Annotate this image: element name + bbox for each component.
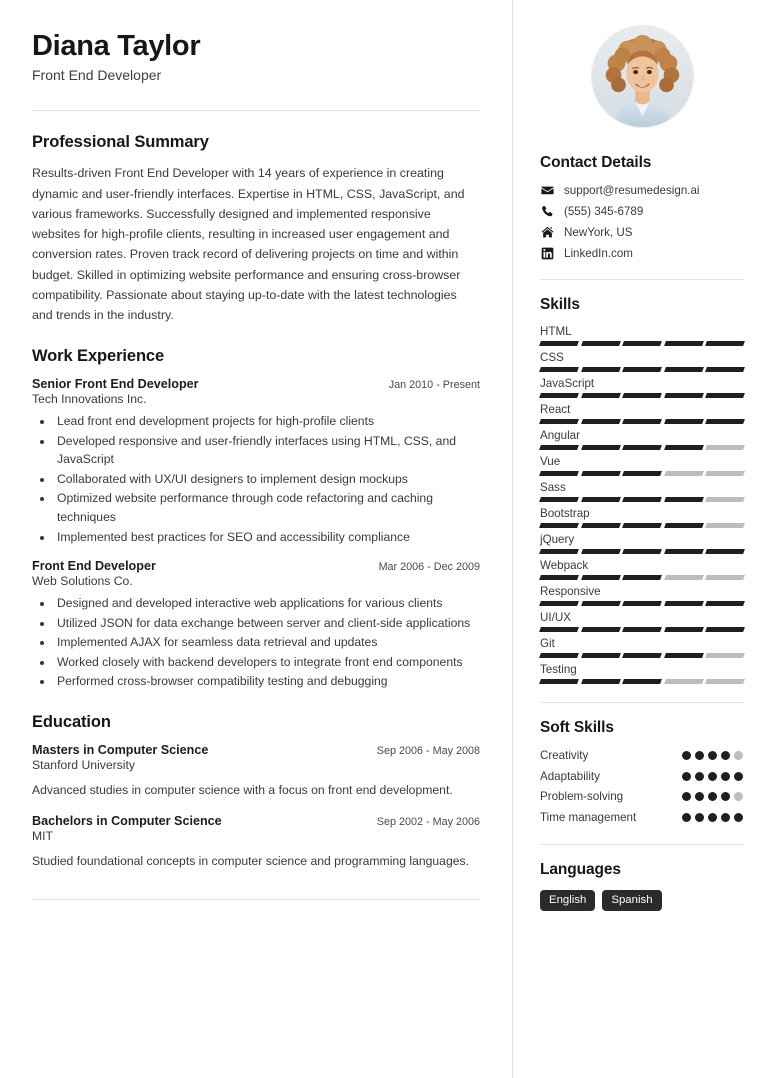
rating-dot [682,751,691,760]
contact-details-title: Contact Details [540,154,652,171]
skill-level-bar [540,341,744,346]
skill-item [540,377,744,398]
skill-bar-segment [664,393,703,398]
skill-bar-segment [622,419,661,424]
skill-bar-segment [581,549,620,554]
skill-label: Git [540,637,555,650]
skill-bar-segment [705,367,744,372]
soft-skill-rating-dots [682,748,744,760]
skill-level-bar [540,367,744,372]
candidate-job-title: Front End Developer [32,67,162,84]
sidebar-divider-3 [540,844,744,845]
work-entry-bullet: • Implemented AJAX for seamless data retrieval and updates [54,633,480,652]
work-entry-bullet: • Performed cross-browser compatibility testing and debugging [54,672,480,691]
skill-bar-segment [581,601,620,606]
skill-bar-segment [581,445,620,450]
rating-dot [721,751,730,760]
phone-icon [540,204,555,219]
contact-row[interactable] [540,183,744,198]
education-entry-date: Sep 2006 - May 2008 [376,744,480,757]
work-entry-bullet: • Implemented best practices for SEO and accessibility compliance [54,528,480,547]
skill-bar-segment [539,497,578,502]
work-entry-bullet-list [32,594,480,691]
linkedin-icon [540,246,555,261]
education-list [32,743,480,871]
work-entry-organization: Web Solutions Co. [32,574,133,589]
skill-bar-segment [581,393,620,398]
skill-bar-segment [622,601,661,606]
soft-skill-rating-dots [682,769,744,781]
rating-dot [695,813,704,822]
rating-dot [695,772,704,781]
skill-bar-segment [622,497,661,502]
skill-item [540,351,744,372]
skill-label: Testing [540,663,577,676]
skill-bar-segment [664,653,703,658]
skill-bar-segment [664,419,703,424]
soft-skills-list [540,748,744,826]
work-entry-bullet: • Optimized website performance through code refactoring and caching techniques [54,489,480,526]
skill-bar-segment [581,523,620,528]
contact-value: support@resumedesign.ai [564,184,700,197]
education-title: Education [32,712,111,731]
portrait-photo-icon [592,26,693,127]
work-entry-header [32,559,480,573]
skill-bar-segment [539,393,578,398]
work-entry-role: Senior Front End Developer [32,377,199,392]
education-entry-header [32,743,480,757]
work-entry-bullet: • Utilized JSON for data exchange between server and client-side applications [54,614,480,633]
work-experience-section [32,347,480,691]
skill-bar-segment [705,575,744,580]
skill-bar-segment [664,471,703,476]
skill-bar-segment [705,341,744,346]
work-entry-bullet: • Worked closely with backend developers to integrate front end components [54,653,480,672]
skill-bar-segment [705,679,744,684]
skill-bar-segment [664,549,703,554]
rating-dot [721,772,730,781]
skill-bar-segment [664,497,703,502]
skill-bar-segment [539,419,578,424]
skill-bar-segment [622,549,661,554]
skill-bar-segment [581,575,620,580]
work-entry-bullet: • Developed responsive and user-friendly interfaces using HTML, CSS, and JavaScript [54,432,480,469]
education-entry-degree: Bachelors in Computer Science [32,813,222,828]
soft-skills-section [540,719,744,826]
skill-label: HTML [540,325,572,338]
skill-bar-segment [664,575,703,580]
work-entry-organization: Tech Innovations Inc. [32,392,147,407]
professional-summary-title: Professional Summary [32,133,209,152]
professional-summary-text: Results-driven Front End Developer with 14 years of experience in creating dynamic and user-friendly interfaces. Expertise in HTML, CSS, JavaScript, and various frameworks. Successfully designed and implemented responsive websites for high-profile clients, resulting in increased user engagement and conversion rates. Proven track record of delivering projects on time and within budget. Skilled in optimizing website performance and ensuring cross-browser compatibility. Passionate about staying up-to-date with the latest technologies and trends in the industry. [32,166,465,322]
skill-level-bar [540,419,744,424]
skill-label: Webpack [540,559,589,572]
skill-bar-segment [539,445,578,450]
soft-skill-rating-dots [682,810,744,822]
skill-bar-segment [705,653,744,658]
skill-bar-segment [705,393,744,398]
work-entry-bullet: • Collaborated with UX/UI designers to implement design mockups [54,470,480,489]
soft-skill-label: Creativity [540,749,589,762]
skill-bar-segment [622,367,661,372]
rating-dot [734,772,743,781]
skill-bar-segment [539,367,578,372]
contact-value: LinkedIn.com [564,247,633,260]
work-entry-bullet: • Designed and developed interactive web applications for various clients [54,594,480,613]
sidebar-column [512,0,768,1078]
skill-level-bar [540,523,744,528]
skill-bar-segment [705,601,744,606]
skill-bar-segment [581,627,620,632]
skill-bar-segment [622,523,661,528]
skill-bar-segment [705,627,744,632]
skill-label: React [540,403,571,416]
education-section [32,713,480,871]
skill-bar-segment [664,445,703,450]
sidebar-divider-1 [540,279,744,280]
skill-bar-segment [539,679,578,684]
rating-dot [682,772,691,781]
skill-bar-segment [581,367,620,372]
skill-label: CSS [540,351,564,364]
education-entry-school: Stanford University [32,757,135,772]
skill-item [540,429,744,450]
skill-bar-segment [705,497,744,502]
contact-details-section [540,154,744,261]
skill-bar-segment [664,601,703,606]
languages-chip-list [540,890,744,912]
skill-item [540,533,744,554]
header-divider [32,110,480,111]
skill-bar-segment [664,627,703,632]
skill-bar-segment [705,419,744,424]
skill-bar-segment [539,653,578,658]
skill-bar-segment [664,341,703,346]
skill-bar-segment [539,601,578,606]
education-entry-header [32,814,480,828]
skill-bar-segment [539,549,578,554]
skill-item [540,507,744,528]
work-experience-title: Work Experience [32,347,165,366]
rating-dot [721,792,730,801]
education-entry-date: Sep 2002 - May 2006 [376,815,480,828]
soft-skills-title: Soft Skills [540,719,614,736]
avatar-container [540,25,744,128]
contact-value: (555) 345-6789 [564,205,644,218]
contact-row[interactable] [540,246,744,261]
skills-title: Skills [540,296,580,313]
work-entry-bullet: • Lead front end development projects for high-profile clients [54,412,480,431]
rating-dot [695,792,704,801]
work-entry-bullet-list [32,412,480,546]
language-chip: English [540,890,595,912]
languages-section [540,861,744,912]
skill-bar-segment [581,653,620,658]
footer-divider [32,899,480,900]
skill-label: Bootstrap [540,507,590,520]
skill-bar-segment [581,419,620,424]
skill-label: Sass [540,481,566,494]
skill-bar-segment [664,679,703,684]
skill-level-bar [540,627,744,632]
soft-skill-row [540,789,744,805]
skill-level-bar [540,549,744,554]
soft-skill-label: Problem-solving [540,790,624,804]
education-entry-school: MIT [32,828,53,843]
envelope-icon [540,183,555,198]
skill-bar-segment [705,445,744,450]
languages-title: Languages [540,860,621,878]
skill-bar-segment [705,549,744,554]
soft-skill-label: Adaptability [540,769,600,783]
rating-dot [708,772,717,781]
rating-dot [721,813,730,822]
soft-skill-row [540,810,744,826]
skill-item [540,611,744,632]
skill-bar-segment [664,367,703,372]
skill-bar-segment [622,627,661,632]
work-experience-list [32,377,480,691]
rating-dot [682,813,691,822]
home-icon [540,225,555,240]
skill-bar-segment [539,341,578,346]
skill-bar-segment [664,523,703,528]
avatar [591,25,694,128]
skill-bar-segment [622,575,661,580]
education-entry-description: Studied foundational concepts in computer science and programming languages. [32,853,469,868]
education-entry-description: Advanced studies in computer science with a focus on front end development. [32,782,453,797]
rating-dot [734,751,743,760]
skill-label: Responsive [540,585,601,598]
skill-label: Vue [540,455,561,468]
skill-bar-segment [622,341,661,346]
work-entry-date: Mar 2006 - Dec 2009 [378,561,480,574]
soft-skill-label: Time management [540,810,637,824]
soft-skill-rating-dots [682,789,744,801]
skill-level-bar [540,471,744,476]
rating-dot [708,792,717,801]
skill-label: jQuery [540,533,575,546]
skill-item [540,403,744,424]
rating-dot [708,813,717,822]
skill-level-bar [540,653,744,658]
soft-skill-row [540,748,744,764]
skill-bar-segment [539,523,578,528]
skill-item [540,637,744,658]
skill-bar-segment [581,341,620,346]
skills-list [540,325,744,684]
skill-bar-segment [539,627,578,632]
skill-item [540,559,744,580]
rating-dot [734,813,743,822]
sidebar-divider-2 [540,702,744,703]
skill-label: Angular [540,429,580,442]
work-entry-header [32,377,480,391]
skill-level-bar [540,497,744,502]
skill-bar-segment [705,523,744,528]
skill-level-bar [540,393,744,398]
rating-dot [682,792,691,801]
resume-header [32,30,480,83]
skill-bar-segment [539,471,578,476]
skill-item [540,455,744,476]
work-experience-entry [32,559,480,691]
column-divider [512,0,513,1078]
skill-label: JavaScript [540,377,595,390]
skill-level-bar [540,575,744,580]
skill-bar-segment [622,471,661,476]
skill-label: UI/UX [540,611,571,624]
skill-bar-segment [622,445,661,450]
skill-bar-segment [622,679,661,684]
skill-bar-segment [705,471,744,476]
education-entry [32,743,480,800]
education-entry [32,814,480,871]
skill-bar-segment [539,575,578,580]
contact-row[interactable] [540,204,744,219]
skill-bar-segment [581,679,620,684]
skills-section [540,296,744,684]
rating-dot [708,751,717,760]
education-entry-degree: Masters in Computer Science [32,742,209,757]
language-chip: Spanish [602,890,661,912]
skill-bar-segment [622,393,661,398]
skill-item [540,585,744,606]
skill-item [540,663,744,684]
contact-row[interactable] [540,225,744,240]
skill-bar-segment [581,497,620,502]
soft-skill-row [540,769,744,785]
work-entry-role: Front End Developer [32,559,156,574]
skill-level-bar [540,679,744,684]
rating-dot [734,792,743,801]
skill-level-bar [540,601,744,606]
work-entry-date: Jan 2010 - Present [388,379,480,392]
skill-item [540,481,744,502]
work-experience-entry [32,377,480,546]
rating-dot [695,751,704,760]
skill-level-bar [540,445,744,450]
skill-bar-segment [622,653,661,658]
skill-bar-segment [581,471,620,476]
skill-item [540,325,744,346]
contact-value: NewYork, US [564,226,633,239]
contact-list [540,183,744,261]
candidate-name: Diana Taylor [32,30,201,62]
professional-summary-section [32,133,480,325]
